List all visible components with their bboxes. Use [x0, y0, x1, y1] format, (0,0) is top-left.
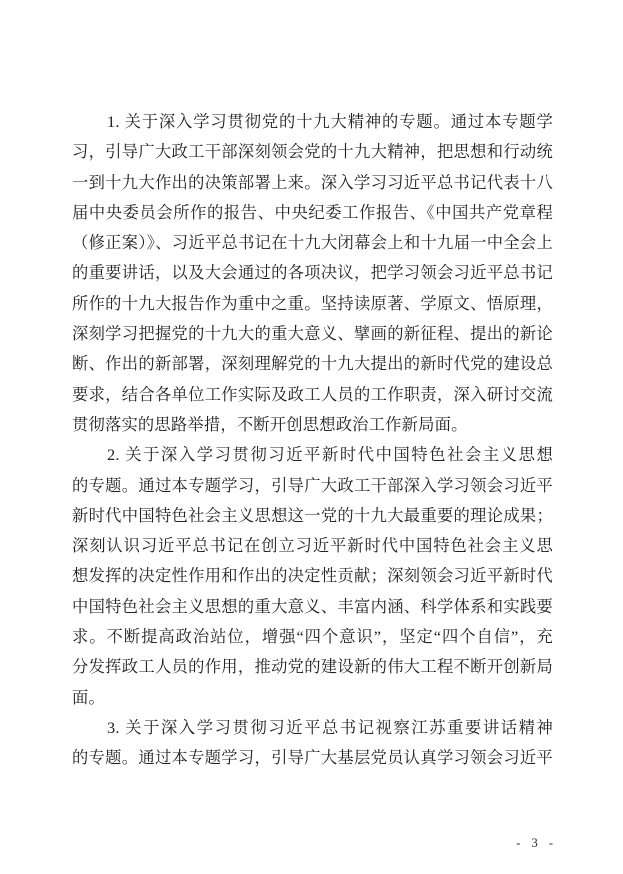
text-line: 深刻学习把握党的十九大的重大意义、擘画的新征程、提出的新论: [72, 324, 553, 344]
text-line: 深刻认识习近平总书记在创立习近平新时代中国特色社会主义思: [72, 536, 553, 556]
text-line: 想发挥的决定性作用和作出的决定性贡献；深刻领会习近平新时代: [72, 566, 553, 586]
text-line: 届中央委员会所作的报告、中央纪委工作报告、《中国共产党章程: [72, 202, 553, 222]
page-number: - 3 -: [516, 836, 557, 850]
text-line: 2. 关于深入学习贯彻习近平新时代中国特色社会主义思想: [107, 445, 553, 465]
text-line: 的专题。通过本专题学习，引导广大基层党员认真学习领会习近平: [72, 748, 553, 768]
text-line: 要求，结合各单位工作实际及政工人员的工作职责，深入研讨交流: [72, 384, 553, 404]
text-line: 习，引导广大政工干部深刻领会党的十九大精神，把思想和行动统: [72, 142, 553, 162]
text-line: 一到十九大作出的决策部署上来。深入学习习近平总书记代表十八: [72, 172, 553, 192]
text-line: 1. 关于深入学习贯彻党的十九大精神的专题。通过本专题学: [107, 112, 553, 131]
text-line: 新时代中国特色社会主义思想这一党的十九大最重要的理论成果；: [72, 505, 553, 525]
text-line: 求。不断提高政治站位，增强“四个意识”，坚定“四个自信”，充: [72, 627, 553, 647]
page-footer: [516, 833, 557, 853]
text-line: 面。: [72, 687, 105, 707]
text-line: 分发挥政工人员的作用，推动党的建设新的伟大工程不断开创新局: [72, 657, 553, 677]
text-line: 3. 关于深入学习贯彻习近平总书记视察江苏重要讲话精神: [107, 717, 553, 737]
text-line: 中国特色社会主义思想的重大意义、丰富内涵、科学体系和实践要: [72, 596, 553, 616]
text-line: 贯彻落实的思路举措，不断开创思想政治工作新局面。: [72, 414, 468, 434]
body-text: [72, 107, 553, 774]
text-line: 的重要讲话，以及大会通过的各项决议，把学习领会习近平总书记: [72, 263, 553, 283]
text-line: 断、作出的新部署，深刻理解党的十九大提出的新时代党的建设总: [72, 354, 553, 374]
text-line: 的专题。通过本专题学习，引导广大政工干部深入学习领会习近平: [72, 475, 553, 495]
text-line: 所作的十九大报告作为重中之重。坚持读原著、学原文、悟原理，: [72, 293, 553, 313]
text-line: （修正案）》、习近平总书记在十九大闭幕会上和十九届一中全会上: [72, 233, 553, 253]
